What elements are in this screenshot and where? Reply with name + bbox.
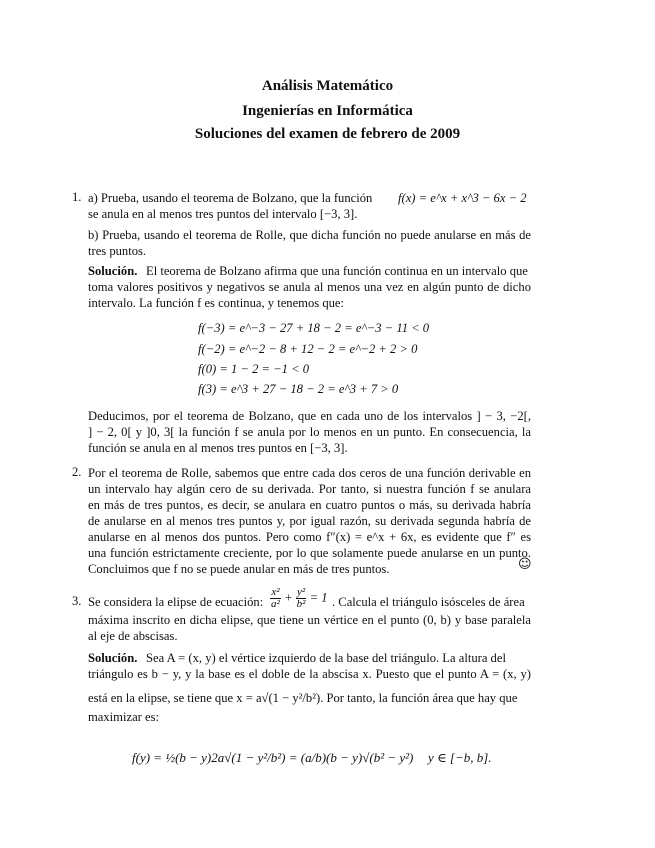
area-function: f(y) = ½(b − y)2a√(1 − y²/b²) = (a/b)(b − y)√(b² − y²) xyxy=(132,750,414,765)
problem-3-number: 3. xyxy=(72,594,82,608)
course-title: Análisis Matemático xyxy=(261,78,394,94)
equation-f-minus-3: f(−3) = e^−3 − 27 + 18 − 2 = e^−3 − 11 < 0 xyxy=(198,321,430,335)
exam-title: Soluciones del examen de febrero de 2009 xyxy=(194,126,461,142)
smiley-icon: ☺ xyxy=(518,557,532,572)
conclusion-1-line-2: ] − 2, 0[ y ]0, 3[ la función f se anula por lo menos en un punto. En consecuencia, la xyxy=(88,425,531,439)
problem-1-number: 1. xyxy=(72,190,82,204)
equation-f-minus-2: f(−2) = e^−2 − 8 + 12 − 2 = e^−2 + 2 > 0 xyxy=(198,342,418,356)
problem-2-line-6: una función estrictamente creciente, por lo que solamente puede anularse en un punto. xyxy=(88,546,531,560)
solution-1-line-3: intervalo. La función f es continua, y tenemos que: xyxy=(88,296,344,310)
problem-1-part-b-cont: tres puntos. xyxy=(88,244,147,258)
problem-2-number: 2. xyxy=(72,465,82,479)
part-a-text: a) Prueba, usando el teorema de Bolzano, que la función xyxy=(88,191,373,205)
problem-3-statement-4: al eje de abscisas. xyxy=(88,629,178,643)
conclusion-1-line-3: función se anula en al menos tres puntos en [−3, 3]. xyxy=(88,441,348,455)
problem-1-part-a-cont: se anula en al menos tres puntos del intervalo [−3, 3]. xyxy=(88,207,358,221)
problem-2-line-5: anularse en al menos dos puntos. Pero como f″(x) = e^x + 6x, es evidente que f″ es xyxy=(88,530,531,544)
solution-1-line-1: El teorema de Bolzano afirma que una función continua en un intervalo que xyxy=(146,264,528,278)
problem-3-statement-1: Se considera la elipse de ecuación: xyxy=(88,595,264,609)
problem-2-line-3: en más de tres puntos, es decir, se anulara en cuatro puntos o más, su derivada habría xyxy=(88,498,531,512)
problem-2-line-1: Por el teorema de Rolle, sabemos que entre cada dos ceros de una función derivable en xyxy=(88,466,531,480)
problem-1-part-b: b) Prueba, usando el teorema de Rolle, que dicha función no puede anularse en más de xyxy=(88,228,531,242)
x-over-a-fraction: $\frac{\text{x²}}{\text{a²}}$ xyxy=(271,586,280,610)
solution-3-line-4: maximizar es: xyxy=(88,710,159,724)
problem-1-function xyxy=(398,190,527,206)
problem-2-line-4: de anularse en al menos tres puntos y, por igual razón, su derivada segunda habría de xyxy=(88,514,531,528)
solution-3-line-3: está en la elipse, se tiene que x = a√(1 − y²/b²). Por tanto, la función área que hay que xyxy=(88,691,518,705)
solution-3-line-1: Sea A = (x, y) el vértice izquierdo de la base del triángulo. La altura del xyxy=(146,651,506,665)
function-expression: f(x) = e^x + x^3 − 6x − 2 xyxy=(398,191,527,205)
solution-label: Solución. xyxy=(88,264,138,278)
solution-1-line-2: toma valores positivos y negativos se anula al menos una vez en algún punto de dicho xyxy=(88,280,531,294)
problem-2-line-2: un intervalo hay algún cero de su derivada. Por tanto, si nuestra función f se anulara xyxy=(88,482,531,496)
area-domain: y ∈ [−b, b]. xyxy=(428,750,492,765)
y-over-b-fraction: $\frac{\text{y²}}{\text{b²}}$ xyxy=(296,586,306,610)
problem-1-part-a xyxy=(88,190,372,206)
problem-2-line-7: Concluimos que f no se puede anular en más de tres puntos. xyxy=(88,562,390,576)
solution-3-line-2: triángulo es b − y, y la base es el doble de la abscisa x. Puesto que el punto A = (x, y) xyxy=(88,667,531,681)
degree-title: Ingenierías en Informática xyxy=(242,103,413,119)
problem-3-statement-3: máxima inscrito en dicha elipse, que tiene un vértice en el punto (0, b) y base paralela xyxy=(88,613,531,627)
conclusion-1-line-1: Deducimos, por el teorema de Bolzano, que en cada uno de los intervalos ] − 3, −2[, xyxy=(88,409,531,423)
solution-3-label: Solución. xyxy=(88,651,138,665)
equation-f-0: f(0) = 1 − 2 = −1 < 0 xyxy=(198,362,310,376)
equation-f-3: f(3) = e^3 + 27 − 18 − 2 = e^3 + 7 > 0 xyxy=(198,382,399,396)
ellipse-equation: $\frac{\text{x²}}{\text{a²}}$ + $\frac{\text{y²}}{\text{b²}}$ = 1 xyxy=(271,586,328,610)
problem-3-statement-2: . Calcula el triángulo isósceles de área xyxy=(332,595,525,609)
